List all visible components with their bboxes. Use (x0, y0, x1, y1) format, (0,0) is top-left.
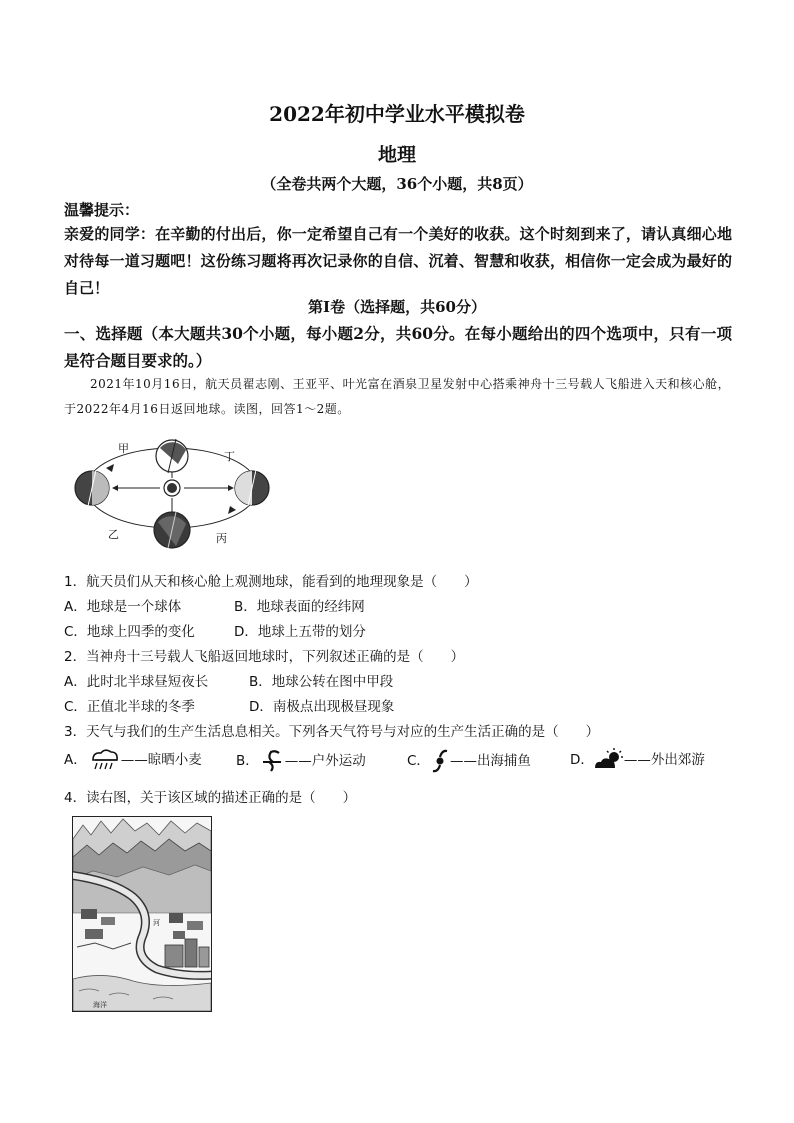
question-context: 2021年10月16日，航天员翟志刚、王亚平、叶光富在酒泉卫星发射中心搭乘神舟十三号载人飞船进入天和核心舱，于2022年4月16日返回地球。读图，回答1～2题。 (64, 377, 731, 416)
q3-option-c[interactable] (407, 748, 531, 774)
q3-option-d[interactable] (570, 748, 705, 772)
q1-option-c[interactable]: C．地球上四季的变化 (64, 624, 195, 640)
map-sea-label: 海洋 (93, 1001, 107, 1009)
q2-option-a[interactable]: A．此时北半球昼短夜长 (64, 674, 209, 690)
typhoon-icon (430, 748, 450, 774)
question-1-stem: 1．航天员们从天和核心舱上观测地球，能看到的地理现象是（ ） (64, 574, 478, 590)
regional-landscape-map (72, 816, 212, 1012)
q3-option-b[interactable] (236, 748, 366, 774)
label-jia: 甲 (118, 442, 129, 455)
wind-icon (259, 748, 285, 774)
q2-option-b[interactable]: B．地球公转在图中甲段 (249, 674, 394, 690)
q2-option-d[interactable]: D．南极点出现极昼现象 (249, 699, 395, 715)
rain-cloud-icon (87, 748, 121, 772)
exam-subtitle: （全卷共两个大题，36个小题，共8页） (261, 175, 533, 193)
q3-option-a-letter: A． (64, 752, 87, 768)
tips-body: 亲爱的同学：在辛勤的付出后，你一定希望自己有一个美好的收获。这个时刻到来了，请认真细心地对待每一道习题吧！这份练习题将再次记录你的自信、沉着、智慧和收获，相信你一定会成为最好的自己！ (64, 225, 732, 297)
earth-orbit-diagram (66, 430, 276, 560)
q1-option-a[interactable]: A．地球是一个球体 (64, 599, 182, 615)
label-yi: 乙 (108, 528, 119, 541)
exam-title: 2022年初中学业水平模拟卷 (269, 102, 525, 126)
q3-option-d-letter: D． (570, 752, 594, 768)
cloudy-sun-icon (594, 748, 624, 772)
q3-option-d-text: ——外出郊游 (623, 752, 705, 768)
question-2-stem: 2．当神舟十三号载人飞船返回地球时，下列叙述正确的是（ ） (64, 649, 465, 665)
q3-option-b-text: ——户外运动 (284, 753, 366, 769)
q3-option-b-letter: B． (236, 753, 259, 769)
earth-bottom (154, 512, 190, 548)
label-ding: 丁 (224, 450, 235, 463)
earth-left (75, 470, 109, 506)
section-instructions: 一、选择题（本大题共30个小题，每小题2分，共60分。在每小题给出的四个选项中，只有一项是符合题目要求的。） (64, 324, 732, 370)
q3-option-c-text: ——出海捕鱼 (449, 753, 531, 769)
q1-option-d[interactable]: D．地球上五带的划分 (234, 624, 366, 640)
q3-option-a[interactable] (64, 748, 202, 772)
subject-title: 地理 (377, 144, 416, 166)
question-4-stem: 4．读右图，关于该区域的描述正确的是（ ） (64, 790, 357, 806)
q3-option-a-text: ——晾晒小麦 (120, 752, 202, 768)
map-river-label: 河 (153, 919, 160, 927)
question-3-stem: 3．天气与我们的生产生活息息相关。下列各天气符号与对应的生产生活正确的是（ ） (64, 724, 600, 740)
earth-right (235, 470, 269, 506)
part-one-heading: 第Ⅰ卷（选择题，共60分） (308, 298, 486, 316)
q2-option-c[interactable]: C．正值北半球的冬季 (64, 699, 195, 715)
sun-icon (164, 480, 180, 496)
earth-top (156, 439, 188, 473)
q1-option-b[interactable]: B．地球表面的经纬网 (234, 599, 365, 615)
tips-heading: 温馨提示： (64, 201, 140, 219)
q3-option-c-letter: C． (407, 753, 430, 769)
label-bing: 丙 (216, 532, 227, 545)
